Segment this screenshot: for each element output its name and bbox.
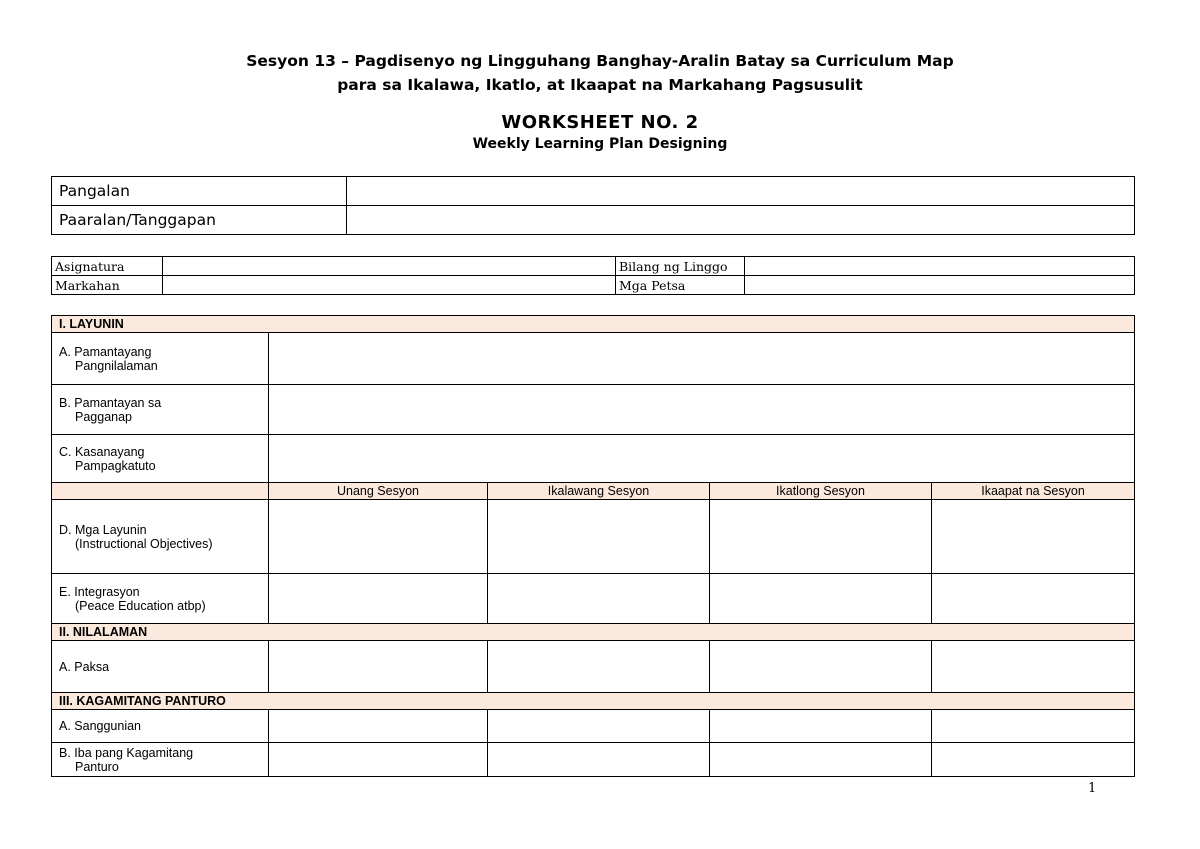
- integration-session-1[interactable]: [269, 574, 488, 624]
- session-header-3: Ikatlong Sesyon: [710, 483, 932, 500]
- integration-session-3[interactable]: [710, 574, 932, 624]
- row-label-line2: (Peace Education atbp): [75, 598, 206, 613]
- row-label-line1: B. Iba pang Kagamitang: [59, 745, 194, 760]
- row-label-line2: Panturo: [75, 759, 119, 774]
- performance-standard-cell[interactable]: [269, 385, 1135, 435]
- references-session-4[interactable]: [932, 710, 1135, 743]
- materials-session-4[interactable]: [932, 743, 1135, 777]
- table-row: [52, 500, 1135, 574]
- references-session-1[interactable]: [269, 710, 488, 743]
- row-label-line2: Pampagkatuto: [75, 458, 156, 473]
- row-label-line1: A. Pamantayang: [59, 344, 152, 359]
- row-label-pamantayang-pangnilalaman: [52, 333, 269, 385]
- row-label-mga-layunin: [52, 500, 269, 574]
- row-label-line1: B. Pamantayan sa: [59, 395, 162, 410]
- row-label-paksa: A. Paksa: [52, 641, 269, 693]
- session-header-2: Ikalawang Sesyon: [488, 483, 710, 500]
- section-row: [52, 316, 1135, 333]
- objectives-session-1[interactable]: [269, 500, 488, 574]
- section-kagamitang-panturo: III. KAGAMITANG PANTURO: [52, 693, 1135, 710]
- table-row: [52, 333, 1135, 385]
- topic-session-3[interactable]: [710, 641, 932, 693]
- name-field[interactable]: [347, 177, 1135, 206]
- row-label-line2: Pangnilalaman: [75, 358, 158, 373]
- section-layunin: I. LAYUNIN: [52, 316, 1135, 333]
- topic-session-1[interactable]: [269, 641, 488, 693]
- quarter-label: Markahan: [52, 276, 163, 295]
- dates-label: Mga Petsa: [616, 276, 745, 295]
- materials-session-3[interactable]: [710, 743, 932, 777]
- table-row: [52, 574, 1135, 624]
- school-row: [52, 206, 1135, 235]
- table-row: [52, 710, 1135, 743]
- references-session-3[interactable]: [710, 710, 932, 743]
- objectives-session-4[interactable]: [932, 500, 1135, 574]
- session-header-1: Unang Sesyon: [269, 483, 488, 500]
- row-label-line1: D. Mga Layunin: [59, 522, 147, 537]
- document-title-line2: para sa Ikalawa, Ikatlo, at Ikaapat na Markahang Pagsusulit: [337, 76, 863, 94]
- learning-competency-cell[interactable]: [269, 435, 1135, 483]
- quarter-row: [52, 276, 1135, 295]
- references-session-2[interactable]: [488, 710, 710, 743]
- row-label-iba-pang-kagamitang-panturo: [52, 743, 269, 777]
- topic-session-2[interactable]: [488, 641, 710, 693]
- subject-field[interactable]: [163, 257, 616, 276]
- week-label: Bilang ng Linggo: [616, 257, 745, 276]
- table-row: [52, 435, 1135, 483]
- subject-row: [52, 257, 1135, 276]
- learning-plan-table: [51, 315, 1135, 777]
- row-label-line2: Pagganap: [75, 409, 133, 424]
- content-standard-cell[interactable]: [269, 333, 1135, 385]
- session-header-blank: [52, 483, 269, 500]
- row-label-sanggunian: A. Sanggunian: [52, 710, 269, 743]
- personal-info-table: [51, 176, 1135, 235]
- name-label: Pangalan: [52, 177, 347, 206]
- worksheet-subtitle: Weekly Learning Plan Designing: [472, 136, 728, 152]
- section-row: [52, 693, 1135, 710]
- week-field[interactable]: [745, 257, 1135, 276]
- page-number: 1: [1088, 781, 1097, 796]
- school-field[interactable]: [347, 206, 1135, 235]
- session-header-4: Ikaapat na Sesyon: [932, 483, 1135, 500]
- row-label-line2: (Instructional Objectives): [75, 536, 213, 551]
- row-label-integrasyon: [52, 574, 269, 624]
- table-row: [52, 743, 1135, 777]
- document-title-line1: Sesyon 13 – Pagdisenyo ng Lingguhang Banghay-Aralin Batay sa Curriculum Map: [246, 52, 954, 70]
- section-row: [52, 624, 1135, 641]
- table-row: [52, 641, 1135, 693]
- subject-label: Asignatura: [52, 257, 163, 276]
- materials-session-2[interactable]: [488, 743, 710, 777]
- row-label-line1: C. Kasanayang: [59, 444, 145, 459]
- objectives-session-3[interactable]: [710, 500, 932, 574]
- name-row: [52, 177, 1135, 206]
- row-label-pamantayan-sa-pagganap: [52, 385, 269, 435]
- dates-field[interactable]: [745, 276, 1135, 295]
- row-label-line1: E. Integrasyon: [59, 584, 140, 599]
- section-nilalaman: II. NILALAMAN: [52, 624, 1135, 641]
- integration-session-2[interactable]: [488, 574, 710, 624]
- integration-session-4[interactable]: [932, 574, 1135, 624]
- quarter-field[interactable]: [163, 276, 616, 295]
- school-label: Paaralan/Tanggapan: [52, 206, 347, 235]
- topic-session-4[interactable]: [932, 641, 1135, 693]
- table-row: [52, 385, 1135, 435]
- objectives-session-2[interactable]: [488, 500, 710, 574]
- worksheet-heading: WORKSHEET NO. 2: [501, 112, 699, 133]
- row-label-kasanayang-pampagkatuto: [52, 435, 269, 483]
- session-header-row: [52, 483, 1135, 500]
- class-info-table: [51, 256, 1135, 295]
- materials-session-1[interactable]: [269, 743, 488, 777]
